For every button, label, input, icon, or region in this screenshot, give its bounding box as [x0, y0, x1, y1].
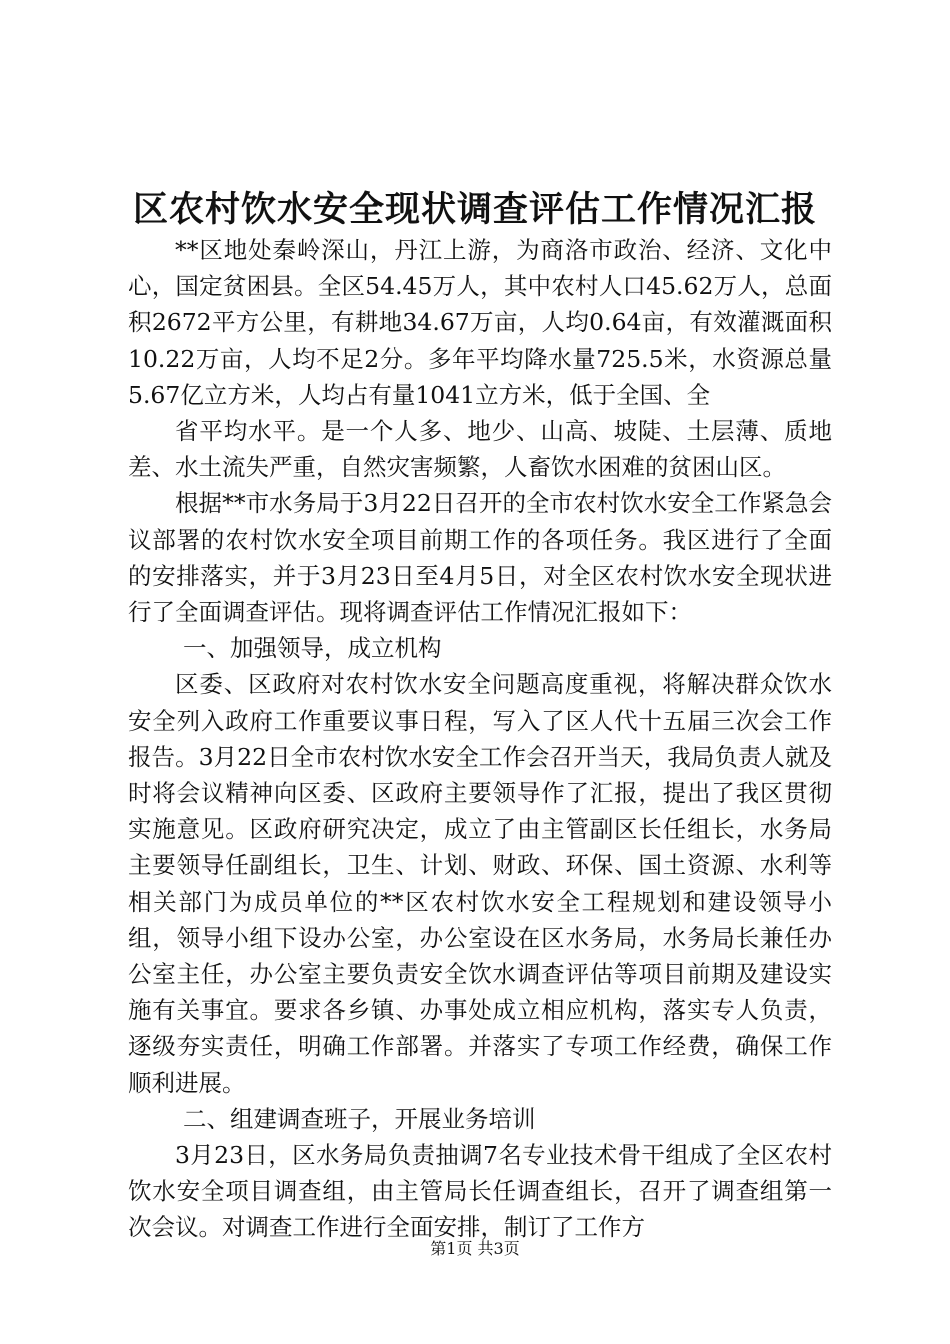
document-body [128, 232, 832, 1246]
paragraph-survey-team: 3月23日，区水务局负责抽调7名专业技术骨干组成了全区农村饮水安全项目调查组，由主管局长任调查组长，召开了调查组第一次会议。对调查工作进行全面安排，制订了工作方 [128, 1141, 832, 1242]
section-heading-1: 一、加强领导，成立机构 [183, 634, 442, 663]
page-footer: 第1页 共3页 [430, 1239, 520, 1258]
paragraph-background: 根据**市水务局于3月22日召开的全市农村饮水安全工作紧急会议部署的农村饮水安全项目前期工作的各项任务。我区进行了全面的安排落实，并于3月23日至4月5日，对全区农村饮水安全现状进行了全面调查评估。现将调查评估工作情况汇报如下： [128, 489, 832, 627]
paragraph-intro-continued: 省平均水平。是一个人多、地少、山高、坡陡、土层薄、质地差、水土流失严重，自然灾害频繁，人畜饮水困难的贫困山区。 [128, 417, 832, 482]
paragraph-leadership: 区委、区政府对农村饮水安全问题高度重视，将解决群众饮水安全列入政府工作重要议事日程，写入了区人代十五届三次会工作报告。3月22日全市农村饮水安全工作会召开当天，我局负责人就及时将会议精神向区委、区政府主要领导作了汇报，提出了我区贯彻实施意见。区政府研究决定，成立了由主管副区长任组长，水务局主要领导任副组长，卫生、计划、财政、环保、国土资源、水利等相关部门为成员单位的**区农村饮水安全工程规划和建设领导小组，领导小组下设办公室，办公室设在区水务局，水务局长兼任办公室主任，办公室主要负责安全饮水调查评估等项目前期及建设实施有关事宜。要求各乡镇、办事处成立相应机构，落实专人负责，逐级夯实责任，明确工作部署。并落实了专项工作经费，确保工作顺利进展。 [128, 670, 832, 1097]
section-heading-2: 二、组建调查班子，开展业务培训 [183, 1104, 536, 1133]
document-title: 区农村饮水安全现状调查评估工作情况汇报 [132, 189, 817, 230]
paragraph-intro: **区地处秦岭深山，丹江上游，为商洛市政治、经济、文化中心，国定贫困县。全区54.45万人，其中农村人口45.62万人，总面积2672平方公里，有耕地34.67万亩，人均0.64亩，有效灌溉面积10.22万亩，人均不足2分。多年平均降水量725.5米，水资源总量5.67亿立方米，人均占有量1041立方米，低于全国、全 [128, 236, 832, 409]
